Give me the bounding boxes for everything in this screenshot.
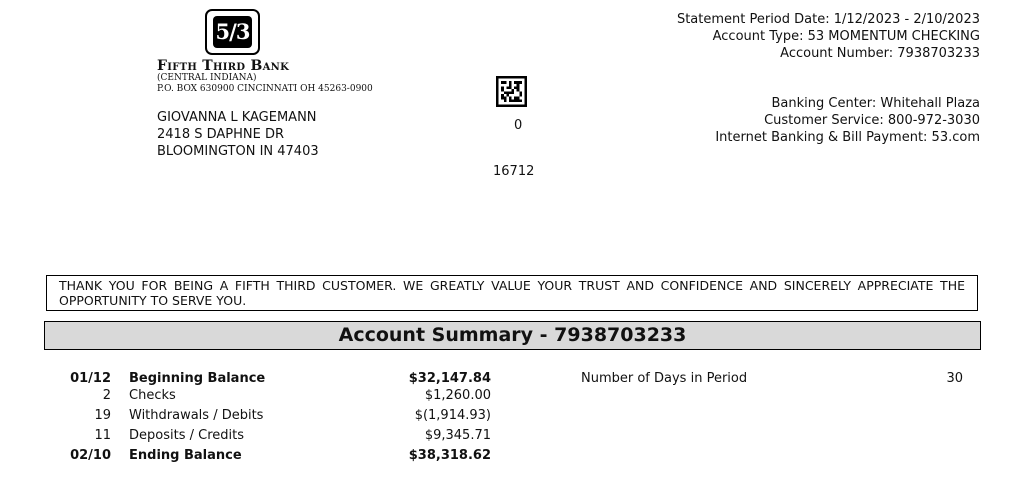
summary-amount-checks: $1,260.00: [424, 388, 491, 403]
summary-label-ending: Ending Balance: [129, 448, 242, 463]
days-in-period-label: Number of Days in Period: [581, 371, 748, 386]
bank-logo-mark: 5/3: [213, 16, 252, 48]
account-type: Account Type: 53 MOMENTUM CHECKING: [712, 29, 980, 44]
thank-you-message: THANK YOU FOR BEING A FIFTH THIRD CUSTOMER. WE GREATLY VALUE YOUR TRUST AND CONFIDENCE AND SINCERELY APPRECIATE THE OPPORTUNITY TO SERVE YOU.: [46, 275, 978, 311]
customer-name: GIOVANNA L KAGEMANN: [157, 110, 317, 125]
customer-city: BLOOMINGTON IN 47403: [157, 144, 319, 159]
summary-amount-withdrawals: $(1,914.93): [414, 408, 491, 423]
bank-region: (CENTRAL INDIANA): [157, 73, 257, 83]
sequence-zero: 0: [514, 118, 523, 133]
summary-count-deposits: 11: [94, 428, 111, 443]
bank-address: [157, 73, 373, 95]
summary-date-beginning: 01/12: [70, 371, 111, 386]
summary-label-deposits: Deposits / Credits: [129, 428, 244, 443]
banking-center: Banking Center: Whitehall Plaza: [771, 96, 980, 111]
summary-count-withdrawals: 19: [94, 408, 111, 423]
summary-label-withdrawals: Withdrawals / Debits: [129, 408, 264, 423]
bank-po-box: P.O. BOX 630900 CINCINNATI OH 45263-0900: [157, 84, 373, 94]
summary-label-beginning: Beginning Balance: [129, 371, 266, 386]
bank-logo: [205, 9, 260, 55]
customer-service: Customer Service: 800-972-3030: [764, 113, 980, 128]
summary-label-checks: Checks: [129, 388, 176, 403]
statement-period: Statement Period Date: 1/12/2023 - 2/10/2023: [676, 12, 980, 27]
customer-address: [157, 109, 319, 160]
statement-info: [677, 11, 980, 62]
summary-count-checks: 2: [102, 388, 111, 403]
days-in-period-value: 30: [946, 371, 963, 386]
internet-banking: Internet Banking & Bill Payment: 53.com: [715, 130, 980, 145]
summary-amount-beginning: $32,147.84: [408, 371, 491, 386]
account-number: Account Number: 7938703233: [780, 46, 980, 61]
barcode-icon: [496, 76, 527, 107]
customer-street: 2418 S DAPHNE DR: [157, 127, 285, 142]
summary-amount-deposits: $9,345.71: [424, 428, 491, 443]
bank-name: Fifth Third Bank: [157, 58, 290, 74]
sequence-number: 16712: [493, 164, 535, 179]
summary-amount-ending: $38,318.62: [408, 448, 491, 463]
contact-info: [715, 95, 980, 146]
summary-date-ending: 02/10: [70, 448, 111, 463]
account-summary-title: Account Summary - 7938703233: [44, 321, 981, 350]
